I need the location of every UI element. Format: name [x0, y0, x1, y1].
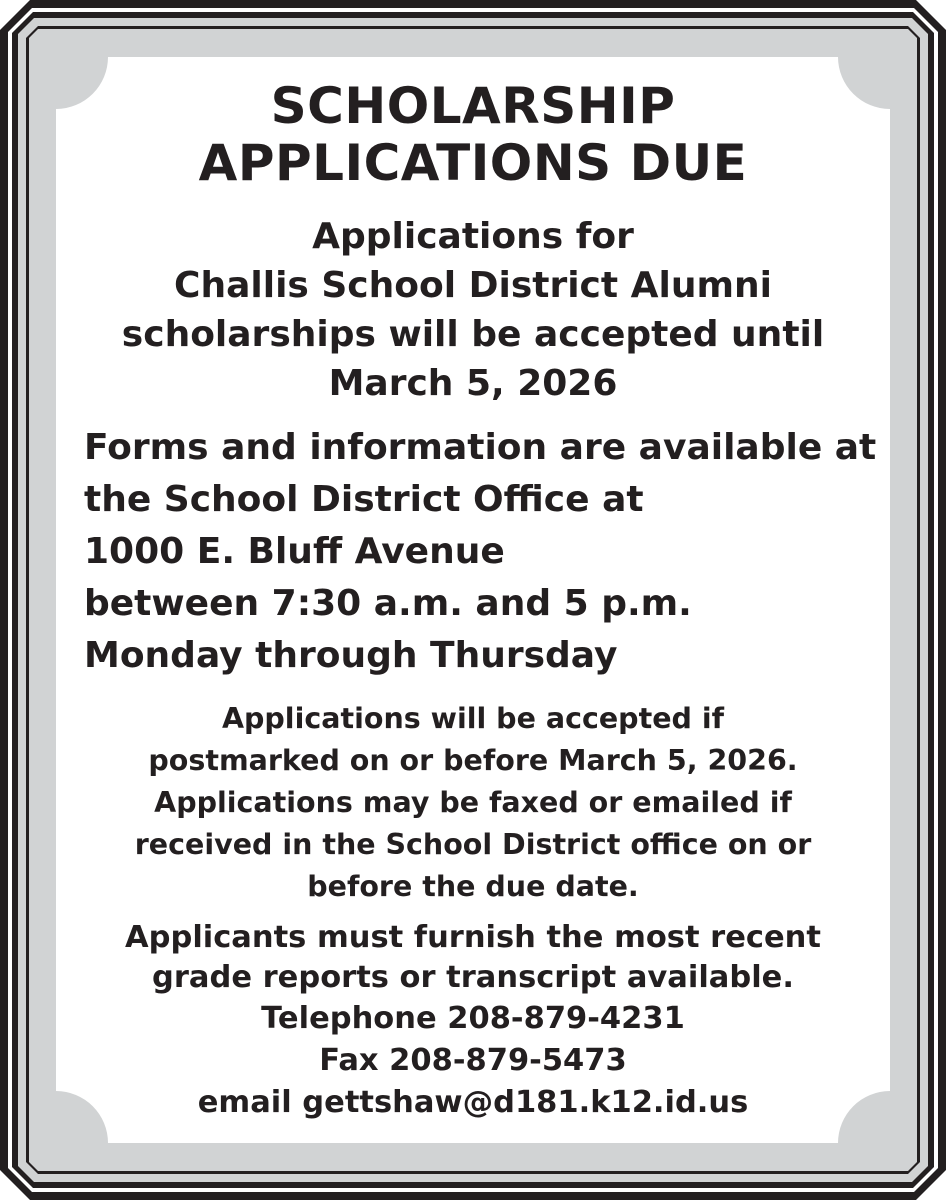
policy-line: received in the School District office on or	[134, 828, 812, 861]
title-line: SCHOLARSHIP	[270, 77, 676, 135]
due-date: March 5, 2026	[328, 363, 618, 404]
policy-line: before the due date.	[307, 870, 639, 903]
forms-line: the School District Office at	[84, 479, 644, 520]
policy-line: postmarked on or before March 5, 2026.	[148, 744, 798, 777]
intro-line: Challis School District Alumni	[174, 265, 772, 306]
fax-number: Fax 208-879-5473	[319, 1043, 627, 1078]
contact-block	[60, 998, 886, 1124]
notice-content	[60, 78, 886, 1124]
notice-title	[60, 78, 886, 192]
office-hours: between 7:30 a.m. and 5 p.m.	[84, 583, 692, 624]
requirement-line: Applicants must furnish the most recent	[125, 920, 821, 955]
submission-policy-block	[60, 698, 886, 908]
email-address: email gettshaw@d181.k12.id.us	[197, 1085, 749, 1120]
forms-line: Forms and information are available at	[84, 427, 877, 468]
intro-block	[60, 212, 886, 408]
telephone-number: Telephone 208-879-4231	[261, 1001, 685, 1036]
office-days: Monday through Thursday	[84, 635, 618, 676]
title-line: APPLICATIONS DUE	[198, 134, 748, 192]
intro-line: Applications for	[312, 216, 634, 257]
office-address: 1000 E. Bluff Avenue	[84, 531, 505, 572]
requirement-line: grade reports or transcript available.	[152, 960, 794, 995]
requirements-block	[60, 918, 886, 998]
intro-line: scholarships will be accepted until	[121, 314, 825, 355]
policy-line: Applications will be accepted if	[221, 702, 725, 735]
policy-line: Applications may be faxed or emailed if	[154, 786, 792, 819]
forms-info-block	[60, 422, 886, 682]
